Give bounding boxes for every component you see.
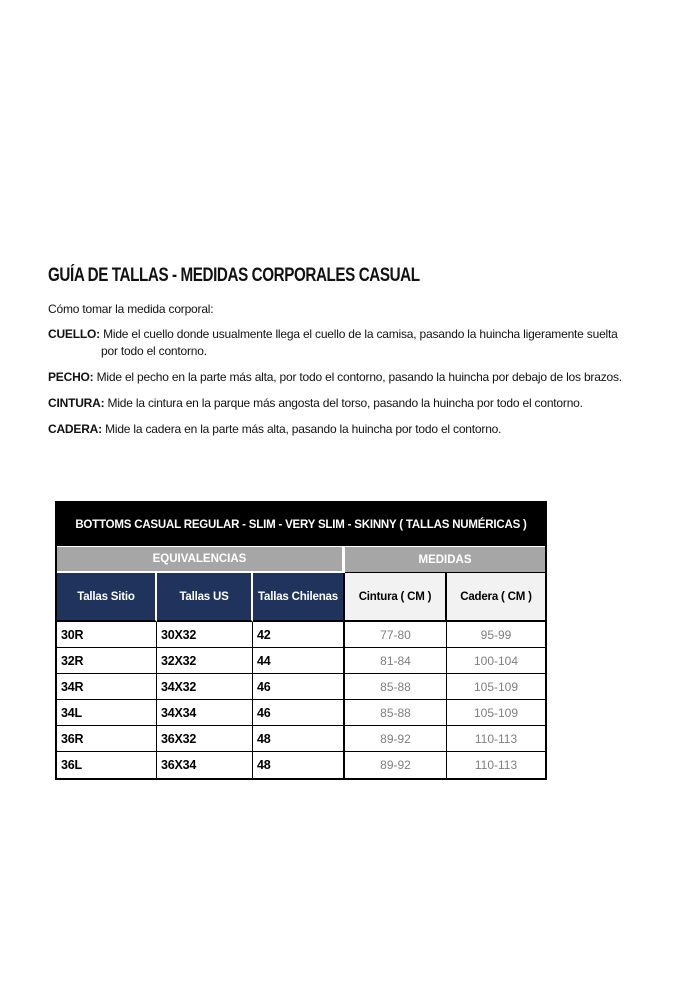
definitions — [48, 326, 688, 438]
group-header-medidas: MEDIDAS — [345, 546, 545, 573]
table-cell: 36L — [57, 752, 157, 778]
table-cell: 85-88 — [345, 700, 447, 726]
definition-label: CADERA: — [48, 422, 102, 436]
definition-label: CINTURA: — [48, 396, 105, 410]
table-cell: 34R — [57, 674, 157, 700]
column-header-cintura-cm: Cintura ( CM ) — [345, 573, 447, 622]
definition-text: CUELLO: Mide el cuello donde usualmente llega el cuello de la camisa, pasando la huincha ligeramente suelta — [48, 327, 618, 341]
table-cell: 100-104 — [447, 648, 545, 674]
table-cell: 30X32 — [157, 622, 253, 648]
table-cell: 44 — [253, 648, 345, 674]
definition-item — [48, 421, 688, 438]
column-header-tallas-chilenas: Tallas Chilenas — [253, 573, 345, 622]
table-cell: 89-92 — [345, 752, 447, 778]
table-cell: 85-88 — [345, 674, 447, 700]
table-cell: 46 — [253, 700, 345, 726]
table-cell: 89-92 — [345, 726, 447, 752]
table-cell: 34X32 — [157, 674, 253, 700]
table-cell: 36X32 — [157, 726, 253, 752]
table-cell: 30R — [57, 622, 157, 648]
definition-label: CUELLO: — [48, 327, 100, 341]
size-table-grid — [55, 501, 547, 780]
definition-text: CINTURA: Mide la cintura en la parque más angosta del torso, pasando la huincha por todo el contorno. — [48, 396, 583, 410]
intro-text: Cómo tomar la medida corporal: — [48, 302, 214, 316]
definition-item — [48, 326, 688, 360]
group-header-equivalencias: EQUIVALENCIAS — [57, 546, 345, 573]
table-cell: 36X34 — [157, 752, 253, 778]
column-header-cadera-cm: Cadera ( CM ) — [447, 573, 545, 622]
definition-text: CADERA: Mide la cadera en la parte más alta, pasando la huincha por todo el contorno. — [48, 422, 502, 436]
table-cell: 77-80 — [345, 622, 447, 648]
table-cell: 110-113 — [447, 726, 545, 752]
table-cell: 32X32 — [157, 648, 253, 674]
table-cell: 105-109 — [447, 700, 545, 726]
table-cell: 32R — [57, 648, 157, 674]
definition-item — [48, 369, 688, 386]
table-cell: 81-84 — [345, 648, 447, 674]
definition-label: PECHO: — [48, 370, 94, 384]
table-cell: 34L — [57, 700, 157, 726]
table-cell: 34X34 — [157, 700, 253, 726]
table-cell: 42 — [253, 622, 345, 648]
size-table — [55, 501, 547, 780]
table-cell: 48 — [253, 752, 345, 778]
column-header-tallas-sitio: Tallas Sitio — [57, 573, 157, 622]
table-title: BOTTOMS CASUAL REGULAR - SLIM - VERY SLIM - SKINNY ( TALLAS NUMÉRICAS ) — [57, 503, 545, 546]
definition-item — [48, 395, 688, 412]
table-cell: 36R — [57, 726, 157, 752]
definition-text: por todo el contorno. — [101, 344, 207, 358]
column-header-tallas-us: Tallas US — [157, 573, 253, 622]
table-cell: 105-109 — [447, 674, 545, 700]
table-cell: 110-113 — [447, 752, 545, 778]
measurement-instructions-section — [48, 265, 688, 447]
page-title: GUÍA DE TALLAS - MEDIDAS CORPORALES CASUAL — [48, 265, 420, 286]
table-cell: 48 — [253, 726, 345, 752]
table-cell: 46 — [253, 674, 345, 700]
definition-text: PECHO: Mide el pecho en la parte más alta, por todo el contorno, pasando la huincha por debajo de los brazos. — [48, 370, 622, 384]
table-cell: 95-99 — [447, 622, 545, 648]
